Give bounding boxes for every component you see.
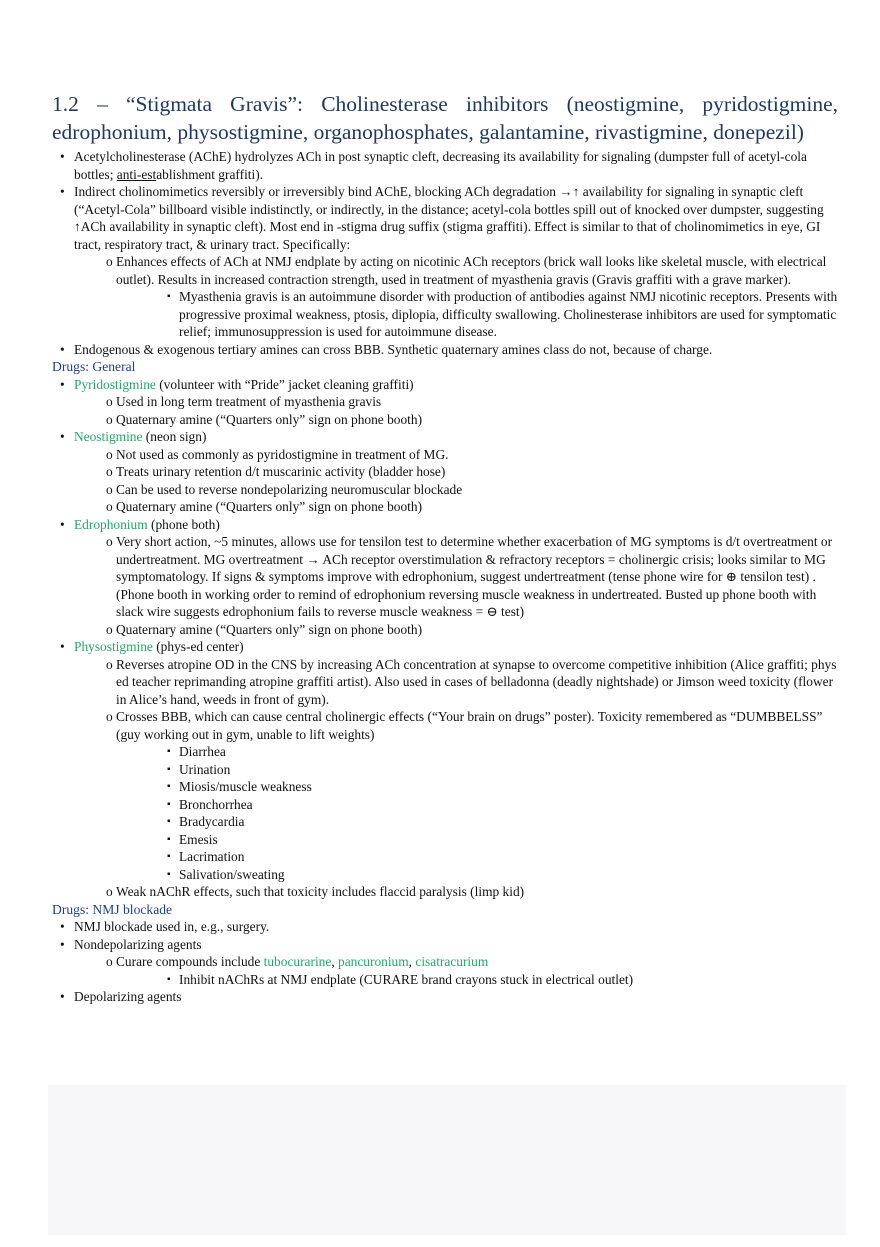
drug-name: pancuronium	[338, 954, 409, 969]
document-body	[52, 90, 838, 1006]
drug-item-physostigmine: • Physostigmine (phys-ed center) o Reverses atropine OD in the CNS by increasing ACh concentration at synapse to overcome competitive inhibition (Alice graffiti; phys ed teacher reprimanding atropine graffiti artist). Also used in cases of belladonna (deadly nightshade) or Jimson weed toxicity (flower in Alice’s hand, weeds in front of gym). o Crosses BBB, which can cause central cholinergic effects (“Your brain on drugs” poster). Toxicity remembered as “DUMBBELSS” (guy working out in gym, unable to lift weights) ▪ Diarrhea ▪ Urination ▪ Miosis/muscle weakness ▪ Bronchorrhea ▪ Bradycardia ▪ Emesis ▪ Lacrimation ▪ Salivation/sweating o Weak nAChR effects, such that toxicity includes flaccid paralysis (limp kid)	[52, 638, 838, 901]
intro-list	[52, 148, 838, 358]
list-item: • Endogenous & exogenous tertiary amines can cross BBB. Synthetic quaternary amines class do not, because of charge.	[52, 341, 838, 359]
list-item: ▪ Miosis/muscle weakness	[116, 778, 838, 796]
list-item: o Used in long term treatment of myasthenia gravis	[74, 393, 838, 411]
drug-name: Pyridostigmine	[74, 376, 156, 392]
list-item: • Acetylcholinesterase (AChE) hydrolyzes ACh in post synaptic cleft, decreasing its availability for signaling (dumpster full of acetyl-cola bottles; anti-establishment graffiti).	[52, 148, 838, 183]
list-item: • Indirect cholinomimetics reversibly or irreversibly bind AChE, blocking ACh degradation →↑ availability for signaling in synaptic cleft (“Acetyl-Cola” billboard visible indistinctly, or indirectly, in the distance; acetyl-cola bottles spill out of knocked over dumpster, suggesting ↑ACh availability in synaptic cleft). Most end in -stigma drug suffix (stigma graffiti). Effect is similar to that of cholinomimetics in eye, GI tract, respiratory tract, & urinary tract. Specifically: o Enhances effects of ACh at NMJ endplate by acting on nicotinic ACh receptors (brick wall looks like skeletal muscle, with electrical outlet). Results in increased contraction strength, used in treatment of myasthenia gravis (Gravis graffiti with a grave marker). ▪ Myasthenia gravis is an autoimmune disorder with production of antibodies against NMJ nicotinic receptors. Presents with progressive proximal weakness, ptosis, diplopia, difficulty swallowing. Cholinesterase inhibitors are used for symptomatic relief; immunosuppression is used for autoimmune disease.	[52, 183, 838, 341]
list-item: o Not used as commonly as pyridostigmine in treatment of MG.	[74, 446, 838, 464]
drug-item-edrophonium: • Edrophonium (phone both) o Very short action, ~5 minutes, allows use for tensilon test to determine whether exacerbation of MG symptoms is d/t overtreatment or undertreatment. MG overtreatment → ACh receptor overstimulation & refractory receptors = cholinergic crisis; looks similar to MG symptomatology. If signs & symptoms improve with edrophonium, suggest undertreatment (tense phone wire for ⊕ tensilon test) . (Phone booth in working order to remind of edrophonium reversing muscle weakness in undertreated. Busted up phone booth with slack wire suggests edrophonium fails to reverse muscle weakness = ⊖ test) o Quaternary amine (“Quarters only” sign on phone booth)	[52, 516, 838, 639]
drug-item-pyridostigmine: • Pyridostigmine (volunteer with “Pride” jacket cleaning graffiti) o Used in long term treatment of myasthenia gravis o Quaternary amine (“Quarters only” sign on phone booth)	[52, 376, 838, 429]
list-item: o Treats urinary retention d/t muscarinic activity (bladder hose)	[74, 463, 838, 481]
list-item: ▪ Inhibit nAChRs at NMJ endplate (CURARE brand crayons stuck in electrical outlet)	[116, 971, 838, 989]
list-item: o Very short action, ~5 minutes, allows use for tensilon test to determine whether exacerbation of MG symptoms is d/t overtreatment or undertreatment. MG overtreatment → ACh receptor overstimulation & refractory receptors = cholinergic crisis; looks similar to MG symptomatology. If signs & symptoms improve with edrophonium, suggest undertreatment (tense phone wire for ⊕ tensilon test) . (Phone booth in working order to remind of edrophonium reversing muscle weakness in undertreated. Busted up phone booth with slack wire suggests edrophonium fails to reverse muscle weakness = ⊖ test)	[74, 533, 838, 621]
drug-name: Edrophonium	[74, 516, 148, 532]
section-heading-nmj: Drugs: NMJ blockade	[52, 901, 173, 917]
list-item: o Quaternary amine (“Quarters only” sign on phone booth)	[74, 411, 838, 429]
drug-name: Physostigmine	[74, 639, 153, 654]
shaded-panel	[48, 1085, 846, 1235]
list-item: o Crosses BBB, which can cause central cholinergic effects (“Your brain on drugs” poster). Toxicity remembered as “DUMBBELSS” (guy working out in gym, unable to lift weights) ▪ Diarrhea ▪ Urination ▪ Miosis/muscle weakness ▪ Bronchorrhea ▪ Bradycardia ▪ Emesis ▪ Lacrimation ▪ Salivation/sweating	[74, 708, 838, 883]
drug-name: Neostigmine	[74, 429, 143, 444]
list-item: • NMJ blockade used in, e.g., surgery.	[52, 918, 838, 936]
dumbbelss-list	[116, 743, 838, 883]
list-item: ▪ Myasthenia gravis is an autoimmune disorder with production of antibodies against NMJ nicotinic receptors. Presents with progressive proximal weakness, ptosis, diplopia, difficulty swallowing. Cholinesterase inhibitors are used for symptomatic relief; immunosuppression is used for autoimmune disease.	[116, 288, 838, 341]
drug-name: cisatracurium	[415, 954, 489, 969]
page-title: 1.2 – “Stigmata Gravis”: Cholinesterase inhibitors (neostigmine, pyridostigmine, edrophonium, physostigmine, organophosphates, galantamine, rivastigmine, donepezil)	[52, 92, 838, 144]
list-item: ▪ Lacrimation	[116, 848, 838, 866]
list-item: ▪ Diarrhea	[116, 743, 838, 761]
drug-item-neostigmine: • Neostigmine (neon sign) o Not used as commonly as pyridostigmine in treatment of MG. o Treats urinary retention d/t muscarinic activity (bladder hose) o Can be used to reverse nondepolarizing neuromuscular blockade o Quaternary amine (“Quarters only” sign on phone booth)	[52, 428, 838, 516]
list-item: o Reverses atropine OD in the CNS by increasing ACh concentration at synapse to overcome competitive inhibition (Alice graffiti; phys ed teacher reprimanding atropine graffiti artist). Also used in cases of belladonna (deadly nightshade) or Jimson weed toxicity (flower in Alice’s hand, weeds in front of gym).	[74, 656, 838, 709]
nmj-list	[52, 918, 838, 1006]
list-item: • Nondepolarizing agents o Curare compounds include tubocurarine, pancuronium, cisatracurium ▪ Inhibit nAChRs at NMJ endplate (CURARE brand crayons stuck in electrical outlet)	[52, 936, 838, 989]
underlined-text: anti-est	[116, 166, 157, 182]
list-item: o Weak nAChR effects, such that toxicity includes flaccid paralysis (limp kid)	[74, 883, 838, 901]
list-item: ▪ Emesis	[116, 831, 838, 849]
list-item: ▪ Salivation/sweating	[116, 866, 838, 884]
list-item: o Curare compounds include tubocurarine, pancuronium, cisatracurium ▪ Inhibit nAChRs at NMJ endplate (CURARE brand crayons stuck in electrical outlet)	[74, 953, 838, 988]
general-drug-list	[52, 376, 838, 901]
list-item: o Quaternary amine (“Quarters only” sign on phone booth)	[74, 498, 838, 516]
list-item: o Can be used to reverse nondepolarizing neuromuscular blockade	[74, 481, 838, 499]
list-item: o Quaternary amine (“Quarters only” sign on phone booth)	[74, 621, 838, 639]
list-item: ▪ Bradycardia	[116, 813, 838, 831]
section-heading-general: Drugs: General	[52, 359, 136, 374]
list-item: ▪ Bronchorrhea	[116, 796, 838, 814]
list-item: ▪ Urination	[116, 761, 838, 779]
list-item: o Enhances effects of ACh at NMJ endplate by acting on nicotinic ACh receptors (brick wall looks like skeletal muscle, with electrical outlet). Results in increased contraction strength, used in treatment of myasthenia gravis (Gravis graffiti with a grave marker). ▪ Myasthenia gravis is an autoimmune disorder with production of antibodies against NMJ nicotinic receptors. Presents with progressive proximal weakness, ptosis, diplopia, difficulty swallowing. Cholinesterase inhibitors are used for symptomatic relief; immunosuppression is used for autoimmune disease.	[74, 253, 838, 341]
list-item: • Depolarizing agents	[52, 988, 838, 1006]
drug-name: tubocurarine	[263, 954, 332, 969]
